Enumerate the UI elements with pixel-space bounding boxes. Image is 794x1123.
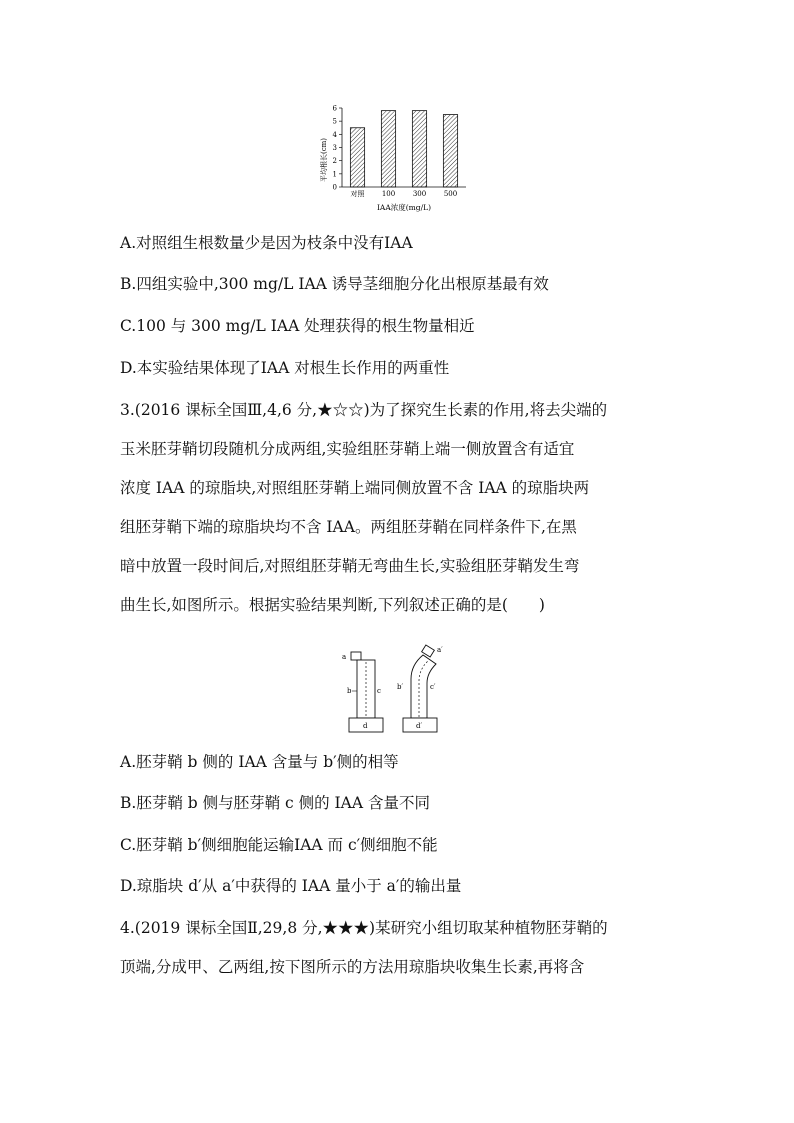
- y-tick-label: 5: [332, 117, 337, 126]
- label-d: d: [363, 722, 368, 730]
- label-d-prime: d′: [416, 722, 423, 730]
- x-tick-label: 300: [412, 190, 427, 198]
- bar: [381, 111, 395, 187]
- x-axis-ticks: [351, 189, 458, 198]
- label-a-prime: a′: [437, 646, 443, 654]
- q2-option-a: A.对照组生根数量少是因为枝条中没有IAA: [120, 234, 413, 252]
- q2-option-b: B.四组实验中,300 mg/L IAA 诱导茎细胞分化出根原基最有效: [120, 275, 549, 293]
- x-tick-label: 对照: [350, 190, 365, 198]
- y-axis-label: 平均根长(cm): [320, 137, 328, 183]
- x-axis-label: IAA浓度(mg/L): [376, 203, 432, 212]
- q3-option-c: C.胚芽鞘 b′侧细胞能运输IAA 而 c′侧细胞不能: [120, 836, 438, 854]
- q3-stem-line-3: 浓度 IAA 的琼脂块,对照组胚芽鞘上端同侧放置不含 IAA 的琼脂块两: [120, 479, 590, 497]
- y-tick-label: 6: [332, 104, 337, 113]
- x-tick-label: 500: [443, 190, 458, 198]
- q2-option-d: D.本实验结果体现了IAA 对根生长作用的两重性: [120, 359, 450, 377]
- y-axis-ticks: [333, 105, 342, 192]
- y-tick-label: 0: [332, 183, 337, 192]
- q3-option-a: A.胚芽鞘 b 侧的 IAA 含量与 b′侧的相等: [120, 753, 399, 771]
- label-b: b: [347, 687, 352, 695]
- q3-stem-line-2: 玉米胚芽鞘切段随机分成两组,实验组胚芽鞘上端一侧放置含有适宜: [120, 440, 575, 458]
- q3-stem-line-1: 3.(2016 课标全国Ⅲ,4,6 分,★☆☆)为了探究生长素的作用,将去尖端的: [120, 401, 608, 419]
- label-b-prime: b′: [397, 683, 404, 691]
- y-tick-label: 4: [332, 130, 337, 139]
- label-a: a: [342, 653, 347, 661]
- bars: [350, 111, 457, 187]
- label-c: c: [377, 687, 381, 695]
- x-tick-label: 100: [381, 190, 396, 198]
- y-tick-label: 1: [332, 170, 337, 179]
- q3-option-b: B.胚芽鞘 b 侧与胚芽鞘 c 侧的 IAA 含量不同: [120, 794, 430, 812]
- coleoptile-left: [357, 660, 375, 718]
- q3-stem-line-5: 暗中放置一段时间后,对照组胚芽鞘无弯曲生长,实验组胚芽鞘发生弯: [120, 557, 580, 575]
- q2-option-c: C.100 与 300 mg/L IAA 处理获得的根生物量相近: [120, 317, 475, 335]
- q3-option-d: D.琼脂块 d′从 a′中获得的 IAA 量小于 a′的输出量: [120, 877, 462, 895]
- q3-stem-line-4: 组胚芽鞘下端的琼脂块均不含 IAA。两组胚芽鞘在同样条件下,在黑: [120, 518, 577, 536]
- coleoptile-figure: [335, 643, 465, 737]
- agar-block-a: [351, 652, 361, 660]
- y-tick-label: 2: [332, 157, 337, 166]
- bar: [443, 115, 457, 187]
- label-c-prime: c′: [430, 683, 436, 691]
- bar-chart: [312, 100, 482, 218]
- q4-stem-line-1: 4.(2019 课标全国Ⅱ,29,8 分,★★★)某研究小组切取某种植物胚芽鞘的: [120, 919, 608, 937]
- q3-stem-line-6: 曲生长,如图所示。根据实验结果判断,下列叙述正确的是( ): [120, 596, 545, 614]
- bar: [412, 111, 426, 187]
- y-tick-label: 3: [332, 144, 337, 152]
- q4-stem-line-2: 顶端,分成甲、乙两组,按下图所示的方法用琼脂块收集生长素,再将含: [120, 958, 585, 976]
- bar: [350, 128, 364, 187]
